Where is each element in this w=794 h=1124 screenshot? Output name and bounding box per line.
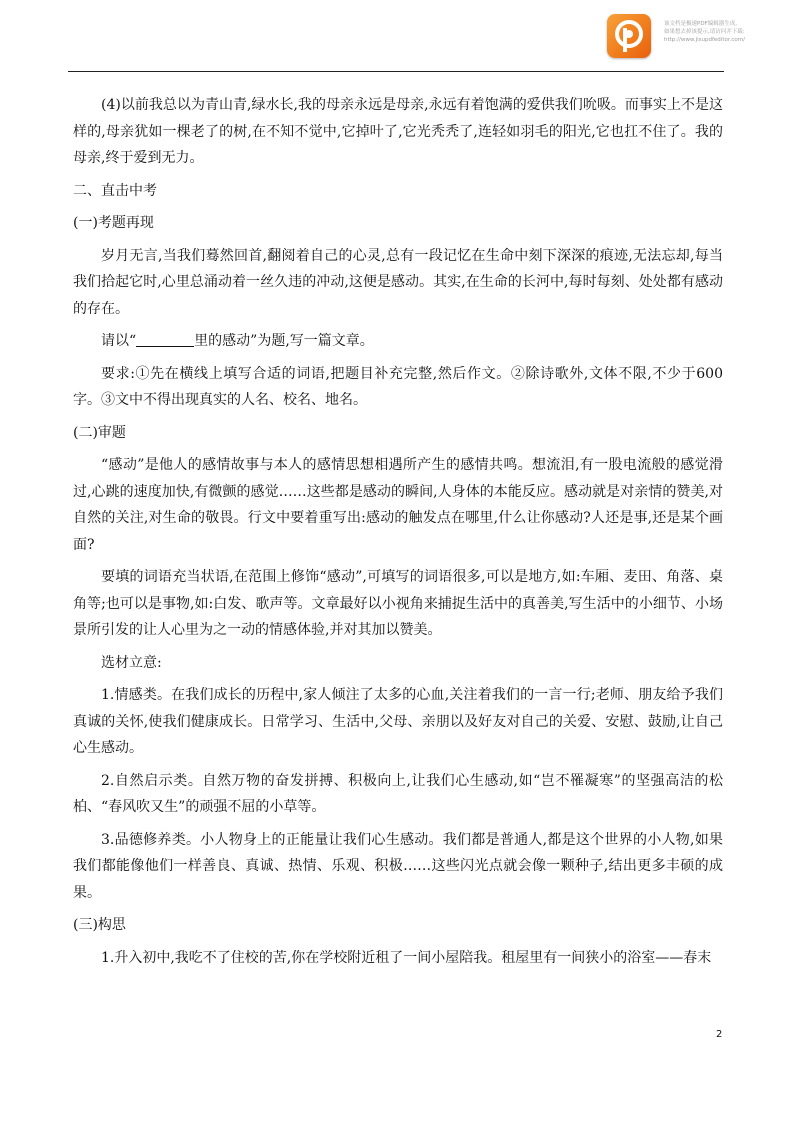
paragraph-requirements: 要求:①先在横线上填写合适的词语,把题目补充完整,然后作文。②除诗歌外,文体不限,不少于600字。③文中不得出现真实的人名、校名、地名。	[73, 365, 723, 408]
instruction-prefix: 请以“	[101, 333, 137, 349]
instruction-suffix: 里的感动”为题,写一篇文章。	[194, 333, 374, 349]
p-logo-icon	[607, 14, 651, 58]
paragraph-title-instruction	[73, 328, 723, 355]
pdf-editor-logo-icon	[607, 14, 651, 58]
header-rule	[68, 71, 724, 72]
paragraph-material-1: 1.情感类。在我们成长的历程中,家人倾注了太多的心血,关注着我们的一言一行;老师、朋友给予我们真诚的关怀,使我们健康成长。日常学习、生活中,父母、亲朋以及好友对自己的关爱、安慰、鼓励,让自己心生感动。	[73, 687, 723, 756]
paragraph-conception-1: 1.升入初中,我吃不了住校的苦,你在学校附近租了一间小屋陪我。租屋里有一间狭小的浴室——春末	[101, 949, 712, 966]
paragraph-material-2: 2.自然启示类。自然万物的奋发拼搏、积极向上,让我们心生感动,如“岂不罹凝寒”的坚强高洁的松柏、“春风吹又生”的顽强不屈的小草等。	[73, 772, 723, 815]
paragraph-analysis-2: 要填的词语充当状语,在范围上修饰“感动”,可填写的词语很多,可以是地方,如:车厢、麦田、角落、桌角等;也可以是事物,如:白发、歌声等。文章最好以小视角来捕捉生活中的真善美,写生活中的小细节、小场景所引发的让人心里为之一动的情感体验,并对其加以赞美。	[73, 569, 723, 638]
watermark-line-1: 该文档是极速PDF编辑器生成,	[664, 21, 737, 27]
subsection-heading-conception: (三)构思	[73, 917, 126, 933]
paragraph-material-title: 选材立意:	[101, 654, 162, 671]
page-number: 2	[716, 1029, 723, 1040]
title-blank-line	[136, 332, 194, 347]
watermark-line-3: http://www.jisupdfeditor.com/	[664, 37, 745, 43]
watermark-line-2: 如果想去掉该提示,请访问并下载:	[664, 29, 745, 35]
paragraph-exam-prompt: 岁月无言,当我们蓦然回首,翻阅着自己的心灵,总有一段记忆在生命中刻下深深的痕迹,无法忘却,每当我们拾起它时,心里总涌动着一丝久违的冲动,这便是感动。其实,在生命的长河中,每时每刻、处处都有感动的存在。	[73, 247, 723, 317]
subsection-heading-analysis: (二)审题	[73, 424, 126, 441]
section-heading-exam: 二、直击中考	[73, 182, 157, 199]
watermark-notice	[664, 20, 784, 44]
paragraph-material-3: 3.品德修养类。小人物身上的正能量让我们心生感动。我们都是普通人,都是这个世界的小人物,如果我们都能像他们一样善良、真诚、热情、乐观、积极……这些闪光点就会像一颗种子,结出更多丰硕的成果。	[73, 831, 723, 901]
subsection-heading-question: (一)考题再现	[73, 215, 154, 231]
document-body	[73, 92, 723, 971]
paragraph-analysis-1: “感动”是他人的感情故事与本人的感情思想相遇所产生的感情共鸣。想流泪,有一股电流般的感觉滑过,心跳的速度加快,有微颤的感觉……这些都是感动的瞬间,人身体的本能反应。感动就是对亲情的赞美,对自然的关注,对生命的敬畏。行文中要着重写出:感动的触发点在哪里,什么让你感动?人还是事,还是某个画面?	[73, 457, 723, 553]
paragraph-mother-love: (4)以前我总以为青山青,绿水长,我的母亲永远是母亲,永远有着饱满的爱供我们吮吸。而事实上不是这样的,母亲犹如一棵老了的树,在不知不觉中,它掉叶了,它光秃秃了,连轻如羽毛的阳光,它也扛不住了。我的母亲,终于爱到无力。	[73, 97, 723, 166]
